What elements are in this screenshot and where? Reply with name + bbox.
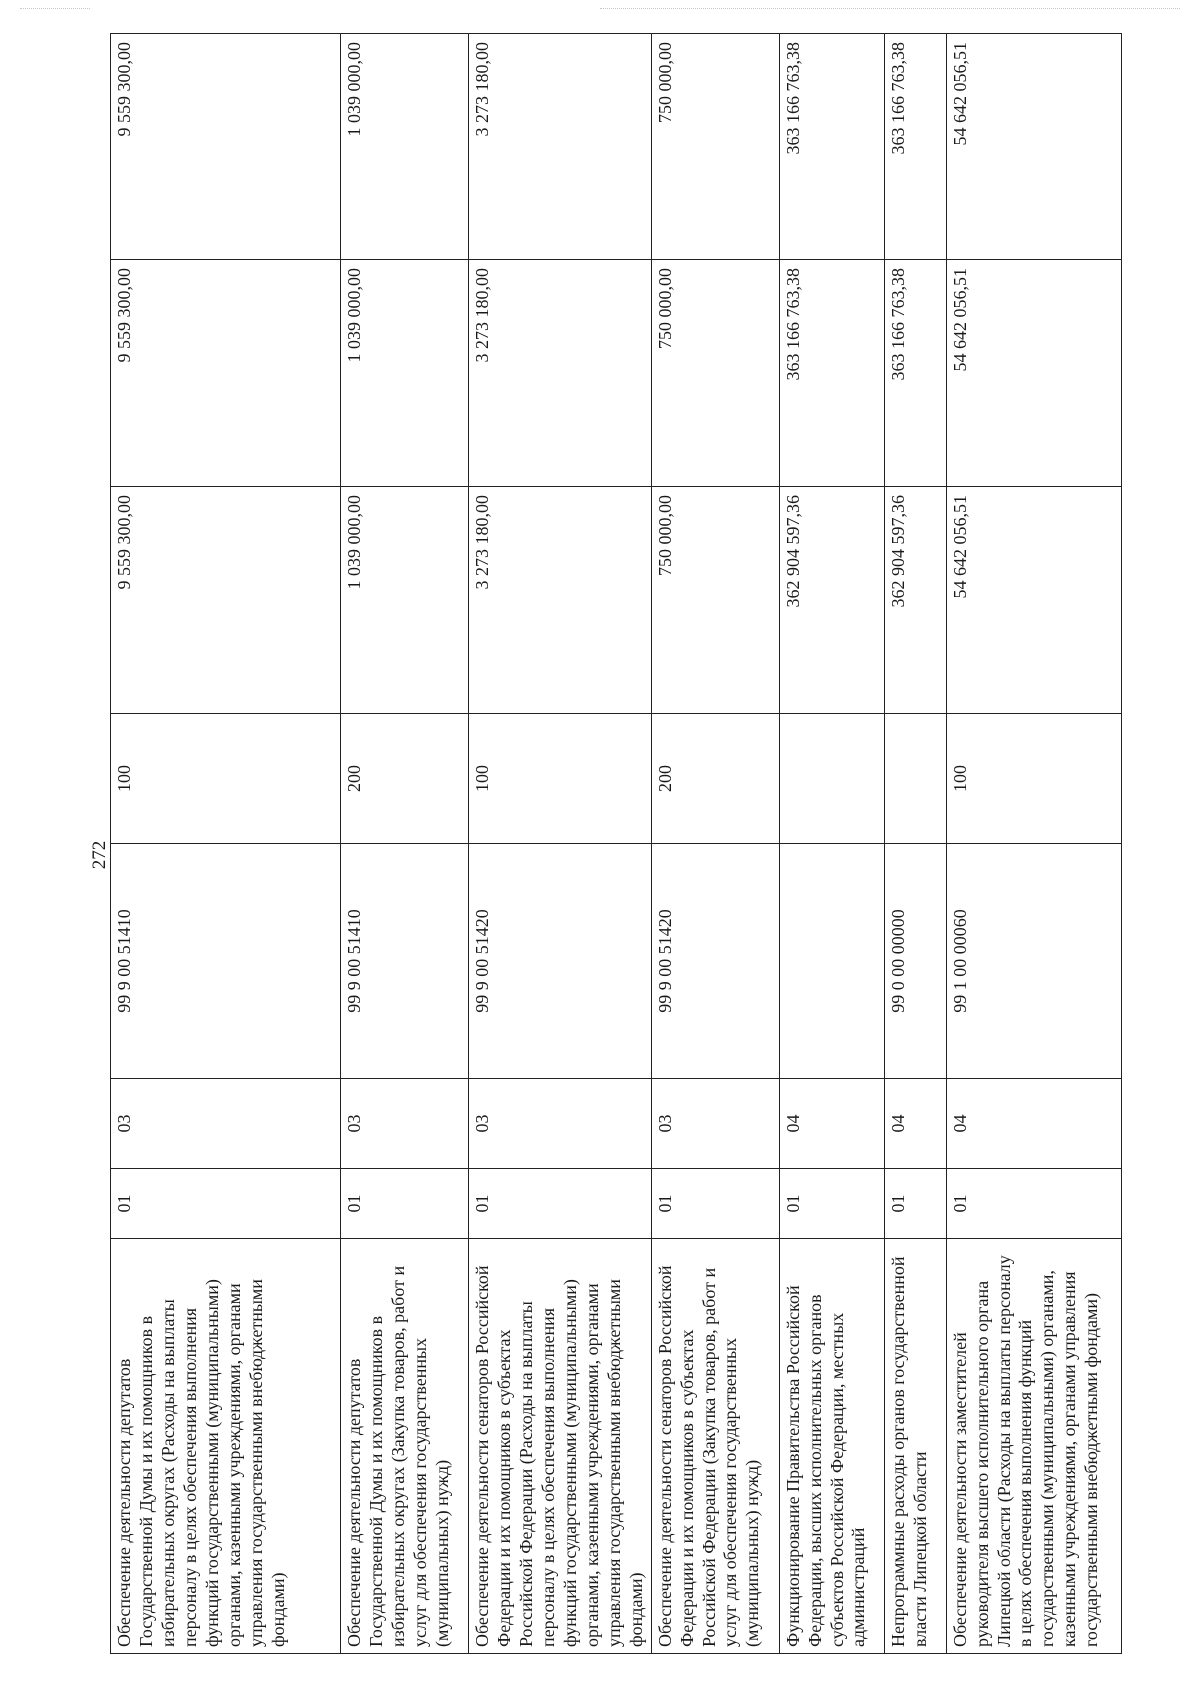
subsection-code: 04 [946,1079,1121,1169]
table-row [884,34,946,1654]
subsection-code: 03 [469,1079,652,1169]
table-row [779,34,884,1654]
section-code: 01 [111,1169,341,1239]
amount-year-1: 9 559 300,00 [111,487,341,714]
amount-year-3: 9 559 300,00 [111,34,341,260]
target-article-code: 99 9 00 51420 [469,844,652,1079]
amount-year-2: 9 559 300,00 [111,260,341,487]
amount-year-1: 362 904 597,36 [779,487,884,714]
amount-year-2: 750 000,00 [651,260,779,487]
expense-type-code [884,714,946,844]
section-code: 01 [341,1169,469,1239]
target-article-code: 99 9 00 51420 [651,844,779,1079]
amount-year-3: 750 000,00 [651,34,779,260]
section-code: 01 [779,1169,884,1239]
amount-year-3: 363 166 763,38 [779,34,884,260]
subsection-code: 04 [884,1079,946,1169]
row-name: Обеспечение деятельности сенаторов Российской Федерации и их помощников в субъектах Российской Федерации (Расходы на выплаты персоналу в целях обеспечения выполнения функций государственными (муниципальными) органами, казенными учреждениями, органами управления государственными внебюджетными фондами) [469,1239,652,1654]
expense-type-code: 200 [341,714,469,844]
amount-year-2: 1 039 000,00 [341,260,469,487]
section-code: 01 [946,1169,1121,1239]
amount-year-1: 3 273 180,00 [469,487,652,714]
amount-year-2: 54 642 056,51 [946,260,1121,487]
scan-edge-marks [20,8,90,10]
row-name: Обеспечение деятельности депутатов Государственной Думы и их помощников в избирательных округах (Расходы на выплаты персоналу в целях обеспечения выполнения функций государственными (муниципальными) органами, казенными учреждениями, органами управления государственными внебюджетными фондами) [111,1239,341,1654]
subsection-code: 03 [111,1079,341,1169]
target-article-code: 99 0 00 00000 [884,844,946,1079]
table-row [469,34,652,1654]
expense-type-code: 200 [651,714,779,844]
budget-table [110,33,1122,1654]
table-row [651,34,779,1654]
amount-year-2: 363 166 763,38 [884,260,946,487]
amount-year-1: 750 000,00 [651,487,779,714]
subsection-code: 03 [651,1079,779,1169]
table-row [946,34,1121,1654]
expense-type-code: 100 [946,714,1121,844]
amount-year-3: 1 039 000,00 [341,34,469,260]
amount-year-3: 363 166 763,38 [884,34,946,260]
target-article-code [779,844,884,1079]
table-body [111,34,1122,1654]
section-code: 01 [469,1169,652,1239]
expense-type-code: 100 [469,714,652,844]
expense-type-code: 100 [111,714,341,844]
table-row [341,34,469,1654]
amount-year-1: 1 039 000,00 [341,487,469,714]
amount-year-1: 54 642 056,51 [946,487,1121,714]
amount-year-3: 3 273 180,00 [469,34,652,260]
amount-year-3: 54 642 056,51 [946,34,1121,260]
expense-type-code [779,714,884,844]
subsection-code: 04 [779,1079,884,1169]
row-name: Обеспечение деятельности заместителей руководителя высшего исполнительного органа Липецкой области (Расходы на выплаты персоналу в целях обеспечения выполнения функций государственными (муниципальными) органами, казенными учреждениями, органами управления государственными внебюджетными фондами) [946,1239,1121,1654]
target-article-code: 99 1 00 00060 [946,844,1121,1079]
budget-table-container [110,34,1110,1654]
scan-edge-marks [600,8,1180,10]
row-name: Обеспечение деятельности депутатов Государственной Думы и их помощников в избирательных округах (Закупка товаров, работ и услуг для обеспечения государственных (муниципальных) нужд) [341,1239,469,1654]
subsection-code: 03 [341,1079,469,1169]
row-name: Обеспечение деятельности сенаторов Российской Федерации и их помощников в субъектах Российской Федерации (Закупка товаров, работ и услуг для обеспечения государственных (муниципальных) нужд) [651,1239,779,1654]
section-code: 01 [884,1169,946,1239]
page-number: 272 [89,840,110,870]
row-name: Функционирование Правительства Российской Федерации, высших исполнительных органов субъектов Российской Федерации, местных администраций [779,1239,884,1654]
table-row [111,34,341,1654]
row-name: Непрограммные расходы органов государственной власти Липецкой области [884,1239,946,1654]
amount-year-1: 362 904 597,36 [884,487,946,714]
target-article-code: 99 9 00 51410 [341,844,469,1079]
section-code: 01 [651,1169,779,1239]
amount-year-2: 363 166 763,38 [779,260,884,487]
amount-year-2: 3 273 180,00 [469,260,652,487]
target-article-code: 99 9 00 51410 [111,844,341,1079]
